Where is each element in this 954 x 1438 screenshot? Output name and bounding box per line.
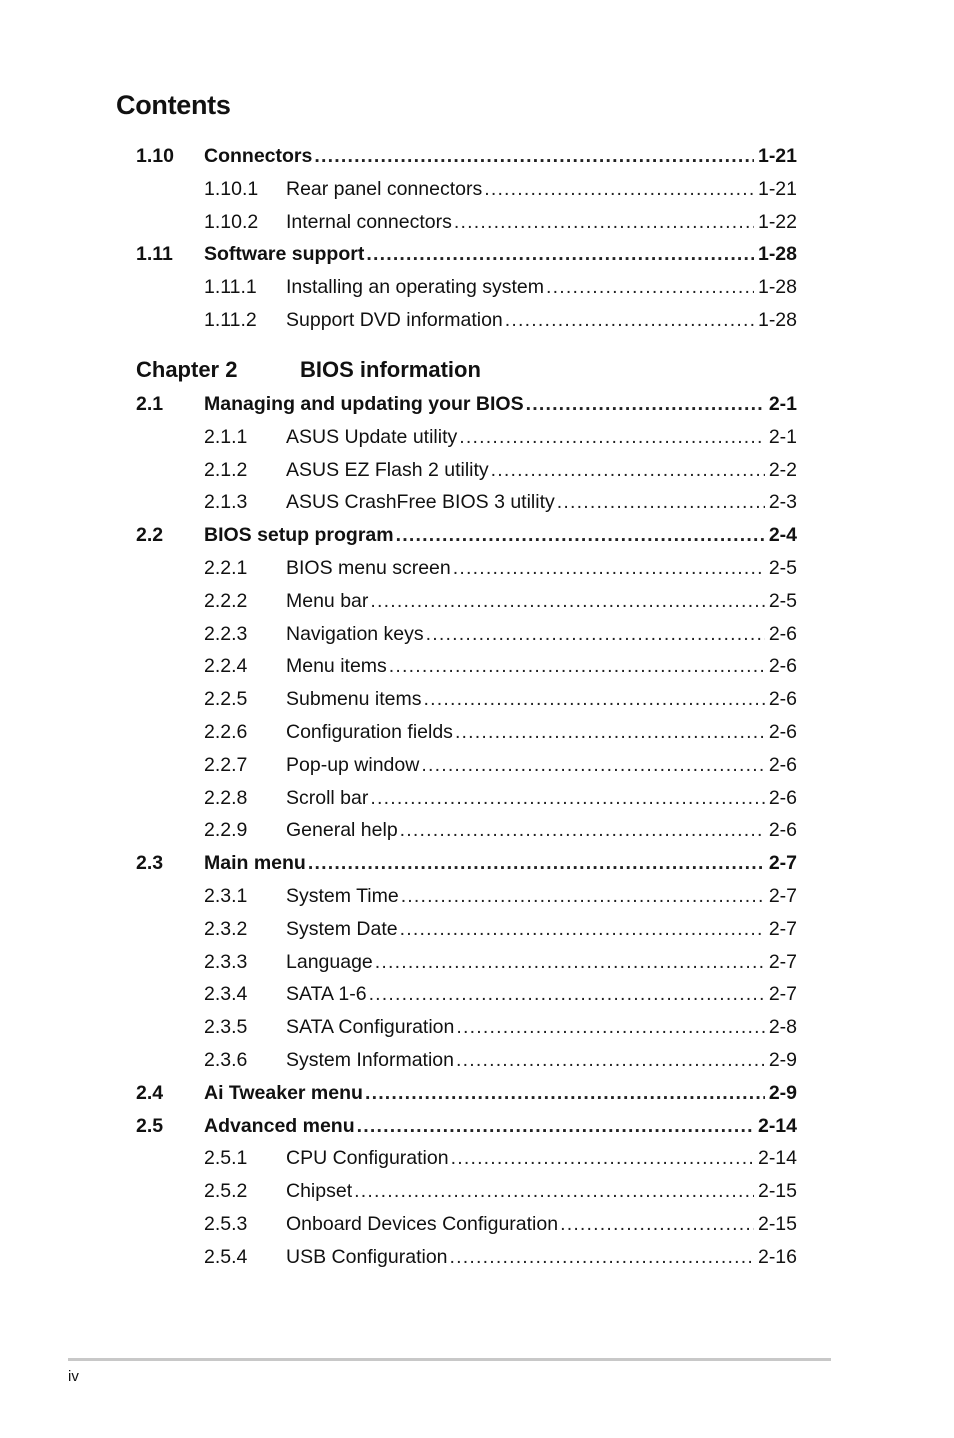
- toc-entry-page: 1-28: [757, 276, 797, 299]
- toc-entry-number: 2.1.1: [204, 425, 248, 448]
- toc-subsection-entry[interactable]: [136, 555, 797, 581]
- toc-subsection-entry[interactable]: [136, 209, 797, 235]
- toc-section-entry[interactable]: [136, 522, 797, 548]
- toc-dot-leader: [560, 1211, 754, 1237]
- toc-entry-number: 2.3.4: [204, 983, 248, 1006]
- toc-entry-page: 2-7: [768, 983, 797, 1006]
- toc-dot-leader: [426, 621, 765, 647]
- toc-dot-leader: [423, 686, 764, 712]
- toc-section-entry[interactable]: [136, 391, 797, 417]
- toc-entry-number: 1.11.2: [204, 309, 257, 331]
- toc-entry-page: 2-7: [768, 917, 797, 940]
- toc-entry-title: Navigation keys: [286, 622, 424, 645]
- toc-dot-leader: [505, 307, 754, 333]
- toc-dot-leader: [421, 752, 764, 778]
- toc-entry-page: 2-9: [768, 1081, 797, 1104]
- toc-dot-leader: [400, 817, 765, 843]
- toc-entry-number: 2.5.4: [204, 1245, 248, 1268]
- toc-entry-title: Support DVD information: [286, 309, 503, 331]
- toc-entry-title: System Time: [286, 885, 399, 907]
- toc-subsection-entry[interactable]: [136, 176, 797, 202]
- toc-entry-title: SATA 1-6: [286, 983, 367, 1006]
- toc-entry-page: 2-15: [757, 1213, 797, 1235]
- toc-entry-number: 2.4: [136, 1081, 164, 1104]
- toc-subsection-entry[interactable]: [136, 817, 797, 843]
- toc-section-entry[interactable]: [136, 850, 797, 876]
- toc-subsection-entry[interactable]: [136, 489, 797, 515]
- toc-dot-leader: [546, 274, 754, 300]
- toc-entry-number: 2.2.2: [204, 589, 248, 612]
- toc-entry-page: 2-5: [768, 557, 797, 579]
- toc-entry-number: 2.2.6: [204, 721, 248, 743]
- toc-entry-title: CPU Configuration: [286, 1147, 449, 1170]
- toc-entry-number: 2.1: [136, 393, 164, 415]
- toc-entry-page: 2-1: [768, 425, 797, 448]
- toc-entry-page: 2-6: [768, 688, 797, 711]
- toc-dot-leader: [354, 1178, 754, 1204]
- toc-dot-leader: [365, 1080, 765, 1106]
- toc-subsection-entry[interactable]: [136, 949, 797, 975]
- toc-entry-title: Configuration fields: [286, 721, 453, 743]
- toc-subsection-entry[interactable]: [136, 1145, 797, 1171]
- toc-subsection-entry[interactable]: [136, 719, 797, 745]
- toc-dot-leader: [455, 719, 765, 745]
- toc-subsection-entry[interactable]: [136, 1047, 797, 1073]
- toc-subsection-entry[interactable]: [136, 588, 797, 614]
- toc-entry-page: 1-21: [757, 177, 797, 200]
- toc-section-entry[interactable]: [136, 241, 797, 267]
- toc-entry-title: Internal connectors: [286, 210, 452, 233]
- toc-entry-title: Language: [286, 950, 373, 973]
- toc-entry-page: 2-5: [768, 589, 797, 612]
- toc-dot-leader: [456, 1047, 765, 1073]
- toc-entry-number: 1.11.1: [204, 276, 257, 299]
- toc-entry-title: System Date: [286, 917, 398, 940]
- footer-divider: [68, 1358, 831, 1361]
- toc-entry-page: 2-7: [768, 885, 797, 907]
- toc-dot-leader: [308, 850, 765, 876]
- toc-section-entry[interactable]: [136, 1113, 797, 1139]
- toc-entry-title: Submenu items: [286, 688, 422, 711]
- toc-entry-number: 2.3.6: [204, 1049, 248, 1071]
- toc-entry-page: 2-6: [768, 819, 797, 842]
- chapter-number: Chapter 2: [136, 357, 238, 382]
- toc-dot-leader: [453, 555, 765, 581]
- toc-entry-page: 2-7: [768, 852, 797, 875]
- toc-entry-number: 2.5.2: [204, 1180, 248, 1203]
- toc-entry-number: 2.3.1: [204, 885, 248, 907]
- toc-entry-page: 2-6: [768, 622, 797, 645]
- toc-entry-number: 2.2.5: [204, 688, 248, 711]
- toc-entry-page: 2-4: [768, 524, 797, 547]
- toc-entry-number: 2.3.3: [204, 950, 248, 973]
- toc-entry-page: 1-28: [757, 309, 797, 331]
- toc-entry-number: 1.10.2: [204, 210, 259, 233]
- toc-entry-number: 2.2.7: [204, 753, 248, 776]
- toc-dot-leader: [484, 176, 754, 202]
- toc-entry-title: ASUS EZ Flash 2 utility: [286, 458, 489, 481]
- toc-entry-number: 2.5.1: [204, 1147, 248, 1170]
- toc-entry-title: ASUS CrashFree BIOS 3 utility: [286, 491, 555, 514]
- toc-subsection-entry[interactable]: [136, 1244, 797, 1270]
- toc-entry-page: 2-6: [768, 721, 797, 743]
- chapter-title: BIOS information: [300, 357, 481, 382]
- toc-entry-page: 2-7: [768, 950, 797, 973]
- toc-entry-title: Rear panel connectors: [286, 177, 483, 200]
- toc-entry-page: 1-22: [757, 210, 797, 233]
- toc-entry-page: 2-16: [757, 1245, 797, 1268]
- toc-subsection-entry[interactable]: [136, 686, 797, 712]
- toc-entry-number: 2.1.3: [204, 491, 248, 514]
- toc-entry-title: Managing and updating your BIOS: [204, 393, 524, 415]
- toc-dot-leader: [454, 209, 754, 235]
- toc-dot-leader: [557, 489, 765, 515]
- toc-entry-title: Menu items: [286, 655, 387, 678]
- toc-dot-leader: [396, 522, 765, 548]
- toc-entry-title: Connectors: [204, 145, 313, 167]
- toc-subsection-entry[interactable]: [136, 916, 797, 942]
- toc-subsection-entry[interactable]: [136, 1014, 797, 1040]
- toc-entry-number: 2.3.5: [204, 1016, 248, 1039]
- toc-entry-number: 2.1.2: [204, 458, 248, 481]
- toc-entry-title: Menu bar: [286, 589, 369, 612]
- toc-dot-leader: [369, 981, 765, 1007]
- toc-entry-page: 2-1: [768, 393, 797, 415]
- toc-entry-title: Installing an operating system: [286, 276, 544, 299]
- toc-subsection-entry[interactable]: [136, 1178, 797, 1204]
- toc-entry-page: 2-6: [768, 786, 797, 809]
- toc-entry-title: Scroll bar: [286, 786, 369, 809]
- toc-entry-title: Chipset: [286, 1180, 353, 1203]
- toc-dot-leader: [370, 785, 764, 811]
- toc-subsection-entry[interactable]: [136, 274, 797, 300]
- toc-entry-title: ASUS Update utility: [286, 425, 458, 448]
- toc-dot-leader: [459, 424, 765, 450]
- toc-subsection-entry[interactable]: [136, 752, 797, 778]
- toc-entry-number: 2.2.9: [204, 819, 248, 842]
- toc-dot-leader: [389, 653, 765, 679]
- toc-entry-title: Main menu: [204, 852, 306, 875]
- toc-subsection-entry[interactable]: [136, 457, 797, 483]
- toc-entry-title: Pop-up window: [286, 753, 420, 776]
- toc-entry-page: 2-9: [768, 1049, 797, 1071]
- toc-entry-title: BIOS menu screen: [286, 557, 451, 579]
- toc-section-entry[interactable]: [136, 1080, 797, 1106]
- toc-entry-page: 2-2: [768, 458, 797, 481]
- toc-entry-page: 2-6: [768, 655, 797, 678]
- toc-entry-number: 1.10: [136, 145, 174, 167]
- toc-entry-title: Advanced menu: [204, 1114, 355, 1137]
- toc-entry-number: 1.11: [136, 243, 173, 266]
- toc-entry-page: 2-14: [757, 1147, 797, 1170]
- footer-page-number: iv: [68, 1368, 79, 1385]
- toc-entry-page: 1-28: [757, 243, 797, 266]
- toc-entry-number: 2.2.1: [204, 557, 248, 579]
- toc-entry-number: 2.3.2: [204, 917, 248, 940]
- toc-dot-leader: [400, 916, 765, 942]
- toc-entry-page: 2-15: [757, 1180, 797, 1203]
- toc-section-entry[interactable]: [136, 143, 797, 169]
- toc-entry-number: 2.2.8: [204, 786, 248, 809]
- toc-entry-number: 2.5.3: [204, 1213, 248, 1235]
- toc-entry-page: 2-8: [768, 1016, 797, 1039]
- toc-entry-number: 2.5: [136, 1114, 164, 1137]
- toc-entry-title: BIOS setup program: [204, 524, 394, 547]
- toc-dot-leader: [526, 391, 765, 417]
- toc-entry-number: 2.3: [136, 852, 164, 875]
- toc-dot-leader: [366, 241, 754, 267]
- toc-entry-number: 2.2.3: [204, 622, 248, 645]
- toc-entry-title: General help: [286, 819, 398, 842]
- chapter-heading: [136, 355, 797, 385]
- toc-dot-leader: [401, 883, 765, 909]
- toc-entry-number: 2.2: [136, 524, 164, 547]
- toc-entry-page: 2-3: [768, 491, 797, 514]
- toc-subsection-entry[interactable]: [136, 981, 797, 1007]
- toc-entry-title: SATA Configuration: [286, 1016, 455, 1039]
- toc-subsection-entry[interactable]: [136, 785, 797, 811]
- toc-subsection-entry[interactable]: [136, 653, 797, 679]
- toc-entry-page: 2-14: [757, 1114, 797, 1137]
- toc-entry-title: System Information: [286, 1049, 454, 1071]
- toc-entry-number: 1.10.1: [204, 177, 259, 200]
- toc-subsection-entry[interactable]: [136, 1211, 797, 1237]
- toc-entry-title: Onboard Devices Configuration: [286, 1213, 559, 1235]
- toc-dot-leader: [370, 588, 764, 614]
- toc-dot-leader: [451, 1145, 754, 1171]
- toc-entry-page: 2-6: [768, 753, 797, 776]
- toc-dot-leader: [375, 949, 765, 975]
- toc-dot-leader: [456, 1014, 764, 1040]
- toc-dot-leader: [314, 143, 754, 169]
- toc-subsection-entry[interactable]: [136, 424, 797, 450]
- toc-entry-title: Software support: [204, 243, 365, 266]
- toc-subsection-entry[interactable]: [136, 307, 797, 333]
- toc-entry-title: USB Configuration: [286, 1245, 448, 1268]
- toc-entry-title: Ai Tweaker menu: [204, 1081, 363, 1104]
- toc-entry-page: 1-21: [757, 145, 797, 167]
- toc-dot-leader: [491, 457, 765, 483]
- toc-dot-leader: [357, 1113, 754, 1139]
- toc-subsection-entry[interactable]: [136, 621, 797, 647]
- toc-dot-leader: [450, 1244, 754, 1270]
- toc-entry-number: 2.2.4: [204, 655, 248, 678]
- page-title: Contents: [116, 90, 231, 120]
- toc-subsection-entry[interactable]: [136, 883, 797, 909]
